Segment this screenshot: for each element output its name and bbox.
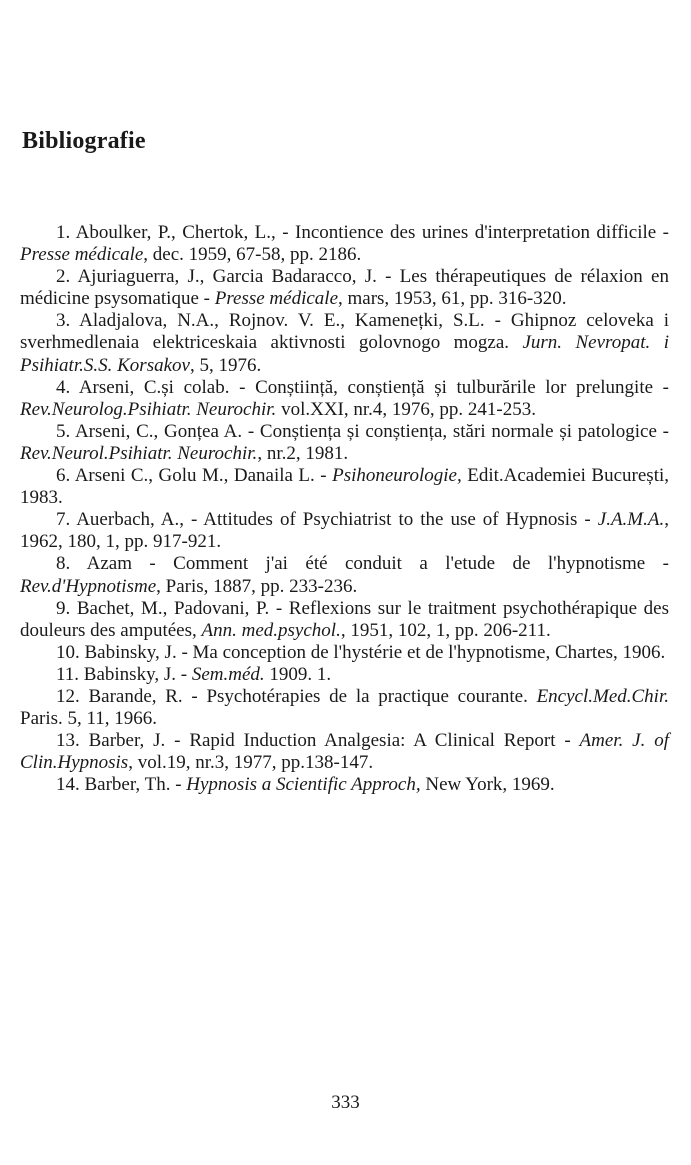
bibliography-entry: 14. Barber, Th. - Hypnosis a Scientific Approch, New York, 1969. bbox=[56, 774, 555, 796]
bibliography-entry: 10. Babinsky, J. - Ma conception de l'hystérie et de l'hypnotisme, Chartes, 1906. bbox=[56, 641, 666, 663]
bibliography-entry: 12. Barande, R. - Psychotérapies de la practique courante. Encycl.Med.Chir. Paris. 5, 11, 1966. bbox=[20, 685, 669, 730]
bibliography-entry: 1. Aboulker, P., Chertok, L., - Incontience des urines d'interpretation difficile - Presse médicale, dec. 1959, 67-58, pp. 2186. bbox=[20, 222, 669, 266]
bibliography-entry: 2. Ajuriaguerra, J., Garcia Badaracco, J. - Les thérapeutiques de rélaxion en médicine psysomatique - Presse médicale, mars, 1953, 61, pp. 316-320. bbox=[20, 266, 669, 310]
bibliography-entry: 5. Arseni, C., Gonțea A. - Conștiența și conștiența, stări normale și patologice - Rev.Neurol.Psihiatr. Neurochir., nr.2, 1981. bbox=[20, 420, 669, 464]
bibliography-entry: 8. Azam - Comment j'ai été conduit a l'etude de l'hypnotisme - Rev.d'Hypnotisme, Paris, 1887, pp. 233-236. bbox=[20, 553, 669, 597]
bibliography-entry: 13. Barber, J. - Rapid Induction Analgesia: A Clinical Report - Amer. J. of Clin.Hypnosis, vol.19, nr.3, 1977, pp.138-147. bbox=[20, 730, 669, 774]
bibliography-entry: 11. Babinsky, J. - Sem.méd. 1909. 1. bbox=[56, 663, 332, 685]
bibliography-entry: 7. Auerbach, A., - Attitudes of Psychiatrist to the use of Hypnosis - J.A.M.A., 1962, 180, 1, pp. 917-921. bbox=[20, 509, 669, 553]
bibliography-list bbox=[20, 222, 669, 796]
page-number: 333 bbox=[331, 1092, 360, 1113]
bibliography-entry: 9. Bachet, M., Padovani, P. - Reflexions sur le traitment psychothérapique des douleurs des amputées, Ann. med.psychol., 1951, 102, 1, pp. 206-211. bbox=[20, 597, 669, 641]
bibliography-entry: 4. Arseni, C.și colab. - Conștiință, conștiență și tulburările lor prelungite - Rev.Neurolog.Psihiatr. Neurochir. vol.XXI, nr.4, 1976, pp. 241-253. bbox=[20, 376, 669, 420]
bibliography-entry: 6. Arseni C., Golu M., Danaila L. - Psihoneurologie, Edit.Academiei București, 1983. bbox=[20, 465, 669, 509]
page-title: Bibliografie bbox=[22, 128, 146, 154]
bibliography-entry: 3. Aladjalova, N.A., Rojnov. V. E., Kamenețki, S.L. - Ghipnoz celoveka i sverhmedlenaia elektriceskaia aktivnosti golovnogo mogza. Jurn. Nevropat. i Psihiatr.S.S. Korsakov, 5, 1976. bbox=[20, 310, 669, 376]
